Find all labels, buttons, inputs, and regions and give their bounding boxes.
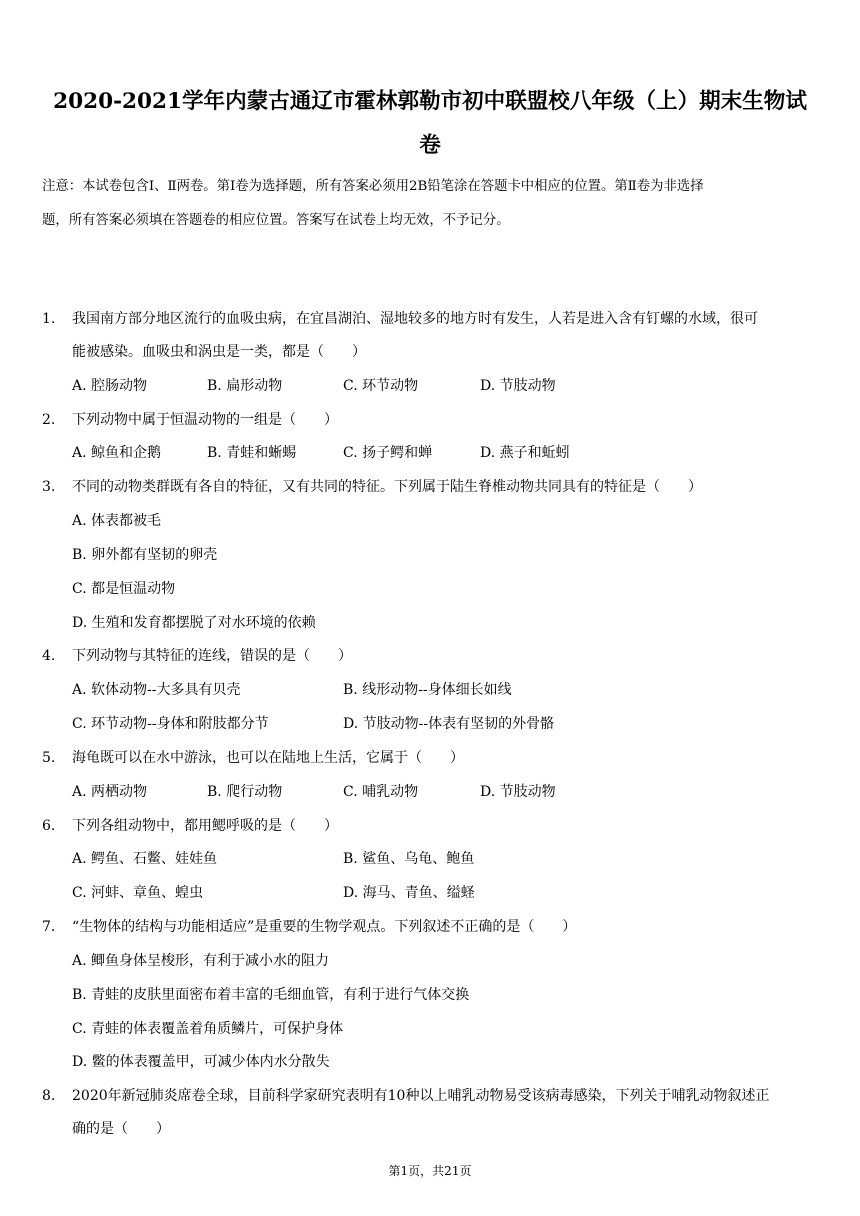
option-text: 体表都被毛 (91, 513, 162, 529)
question-5-option-c[interactable] (343, 782, 418, 802)
option-letter: D. (480, 445, 496, 461)
question-4-number: 4. (42, 648, 56, 664)
exam-notice (42, 170, 822, 238)
option-text: 软体动物--大多具有贝壳 (91, 682, 241, 698)
option-letter: A. (72, 953, 87, 969)
question-1-stem-line-1: 我国南方部分地区流行的血吸虫病，在宜昌湖泊、湿地较多的地方时有发生，人若是进入含有钉螺的水域，很可 (72, 311, 758, 327)
question-1-option-a[interactable] (72, 376, 147, 396)
option-letter: A. (72, 851, 87, 867)
question-8-number: 8. (42, 1088, 56, 1104)
option-letter: B. (207, 378, 222, 394)
exam-title (30, 80, 830, 168)
option-text: 海马、青鱼、缢蛏 (362, 885, 475, 901)
option-text: 腔肠动物 (91, 378, 148, 394)
title-line-2: 卷 (419, 133, 441, 158)
question-5-option-a[interactable] (72, 782, 147, 802)
option-text: 河蚌、章鱼、蝗虫 (91, 885, 204, 901)
question-3-option-b[interactable] (72, 545, 217, 565)
question-3-option-a[interactable] (72, 511, 161, 531)
question-3-number: 3. (42, 479, 56, 495)
option-letter: B. (343, 682, 358, 698)
question-7-option-c[interactable] (72, 1019, 343, 1039)
question-4-option-a[interactable] (72, 680, 240, 700)
option-text: 鳖的体表覆盖甲，可减少体内水分散失 (91, 1054, 330, 1070)
option-text: 鲨鱼、乌龟、鲍鱼 (362, 851, 475, 867)
option-text: 鳄鱼、石鳖、娃娃鱼 (91, 851, 218, 867)
title-line-1: 2020-2021学年内蒙古通辽市霍林郭勒市初中联盟校八年级（上）期末生物试 (53, 89, 807, 114)
question-6-option-d[interactable] (343, 883, 475, 903)
question-5-stem-line-1: 海龟既可以在水中游泳，也可以在陆地上生活，它属于（ ） (72, 750, 464, 766)
question-4-option-d[interactable] (343, 714, 554, 734)
question-3-option-d[interactable] (72, 613, 316, 633)
option-text: 节肢动物 (499, 784, 556, 800)
question-1-stem-line-2: 能被感染。血吸虫和涡虫是一类，都是（ ） (72, 344, 366, 360)
option-letter: A. (72, 378, 87, 394)
question-5-option-d[interactable] (480, 782, 556, 802)
notice-line-2: 题，所有答案必须填在答题卷的相应位置。答案写在试卷上均无效，不予记分。 (42, 213, 510, 228)
option-text: 线形动物--身体细长如线 (362, 682, 512, 698)
option-letter: C. (72, 581, 87, 597)
question-2-number: 2. (42, 412, 56, 428)
question-7-option-a[interactable] (72, 951, 329, 971)
question-7-number: 7. (42, 919, 56, 935)
option-text: 鲫鱼身体呈梭形，有利于减小水的阻力 (91, 953, 330, 969)
option-letter: B. (207, 445, 222, 461)
question-5-option-b[interactable] (207, 782, 282, 802)
option-letter: B. (72, 547, 87, 563)
question-8-stem-line-2: 确的是（ ） (72, 1121, 170, 1137)
question-3-option-c[interactable] (72, 579, 175, 599)
question-7-option-d[interactable] (72, 1052, 330, 1072)
option-letter: B. (72, 987, 87, 1003)
option-text: 两栖动物 (91, 784, 148, 800)
option-letter: D. (72, 1054, 88, 1070)
question-2-option-b[interactable] (207, 443, 296, 463)
question-6-option-a[interactable] (72, 849, 217, 869)
option-text: 青蛙的皮肤里面密布着丰富的毛细血管，有利于进行气体交换 (91, 987, 470, 1003)
option-letter: C. (72, 716, 87, 732)
option-text: 环节动物--身体和附肢都分节 (91, 716, 269, 732)
option-text: 环节动物 (362, 378, 419, 394)
page-number: 第1页，共21页 (388, 1164, 472, 1178)
option-text: 都是恒温动物 (91, 581, 176, 597)
option-letter: C. (343, 378, 358, 394)
question-3-stem-line-1: 不同的动物类群既有各自的特征，又有共同的特征。下列属于陆生脊椎动物共同具有的特征是（ ） (72, 479, 702, 495)
question-5-number: 5. (42, 750, 56, 766)
option-letter: D. (480, 784, 496, 800)
option-letter: C. (343, 445, 358, 461)
option-text: 扁形动物 (226, 378, 283, 394)
question-2-option-d[interactable] (480, 443, 570, 463)
option-letter: B. (343, 851, 358, 867)
option-letter: D. (480, 378, 496, 394)
option-letter: C. (72, 1021, 87, 1037)
option-text: 节肢动物 (499, 378, 556, 394)
question-2-option-c[interactable] (343, 443, 432, 463)
option-letter: B. (207, 784, 222, 800)
question-4-stem-line-1: 下列动物与其特征的连线，错误的是（ ） (72, 648, 352, 664)
option-letter: A. (72, 445, 87, 461)
question-6-number: 6. (42, 818, 56, 834)
option-letter: A. (72, 682, 87, 698)
option-text: 爬行动物 (226, 784, 283, 800)
option-text: 燕子和蚯蚓 (499, 445, 570, 461)
question-1-number: 1. (42, 311, 56, 327)
option-letter: A. (72, 513, 87, 529)
question-6-option-b[interactable] (343, 849, 474, 869)
option-letter: A. (72, 784, 87, 800)
option-text: 哺乳动物 (362, 784, 419, 800)
question-1-option-b[interactable] (207, 376, 282, 396)
question-6-option-c[interactable] (72, 883, 203, 903)
question-2-stem-line-1: 下列动物中属于恒温动物的一组是（ ） (72, 412, 338, 428)
question-2-option-a[interactable] (72, 443, 161, 463)
option-text: 鲸鱼和企鹅 (91, 445, 162, 461)
question-7-stem-line-1: “生物体的结构与功能相适应”是重要的生物学观点。下列叙述不正确的是（ ） (72, 919, 577, 935)
option-letter: C. (343, 784, 358, 800)
option-text: 卵外都有坚韧的卵壳 (91, 547, 218, 563)
question-6-stem-line-1: 下列各组动物中，都用鳃呼吸的是（ ） (72, 818, 338, 834)
question-8-stem-line-1: 2020年新冠肺炎席卷全球，目前科学家研究表明有10种以上哺乳动物易受该病毒感染，下列关于哺乳动物叙述正 (72, 1088, 770, 1104)
question-4-option-b[interactable] (343, 680, 512, 700)
option-letter: D. (343, 716, 359, 732)
option-text: 生殖和发育都摆脱了对水环境的依赖 (91, 615, 316, 631)
option-text: 青蛙的体表覆盖着角质鳞片，可保护身体 (91, 1021, 344, 1037)
notice-line-1: 注意：本试卷包含Ⅰ、Ⅱ两卷。第Ⅰ卷为选择题，所有答案必须用2B铅笔涂在答题卡中相应的位置。第Ⅱ卷为非选择 (42, 179, 704, 194)
option-letter: D. (72, 615, 88, 631)
option-letter: D. (343, 885, 359, 901)
option-text: 青蛙和蜥蜴 (226, 445, 297, 461)
option-letter: C. (72, 885, 87, 901)
question-1-option-c[interactable] (343, 376, 418, 396)
question-1-option-d[interactable] (480, 376, 556, 396)
question-4-option-c[interactable] (72, 714, 269, 734)
question-7-option-b[interactable] (72, 985, 469, 1005)
option-text: 扬子鳄和蝉 (362, 445, 433, 461)
option-text: 节肢动物--体表有坚韧的外骨骼 (362, 716, 555, 732)
